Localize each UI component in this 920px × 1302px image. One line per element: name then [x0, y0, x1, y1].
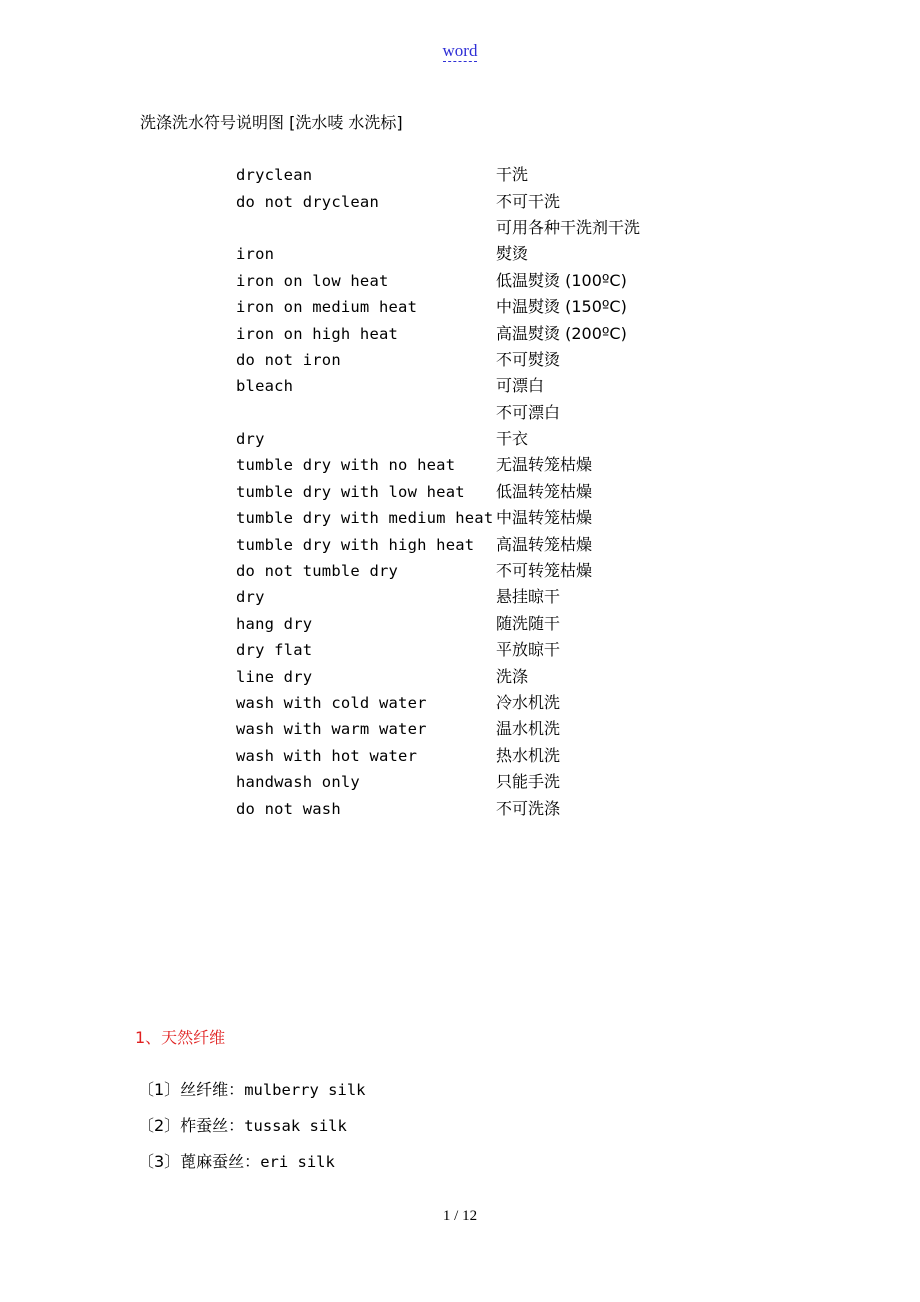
care-term-english: dry [236, 588, 265, 607]
care-row [236, 162, 640, 188]
care-row [236, 531, 640, 557]
fiber-item-english: tussak silk [244, 1117, 347, 1135]
care-row [236, 188, 640, 214]
care-row [236, 241, 640, 267]
care-row [236, 769, 640, 795]
fiber-item-label: 〔2〕柞蚕丝： [138, 1116, 245, 1135]
care-term-english: iron on high heat [236, 324, 399, 343]
section-heading-natural-fibers: 1、天然纤维 [135, 1028, 226, 1047]
care-term-chinese: 不可干洗 [496, 191, 561, 211]
care-term-english: iron [236, 245, 275, 264]
care-term-english: tumble dry with low heat [236, 482, 465, 501]
care-row [236, 663, 640, 689]
care-row [236, 373, 640, 399]
care-term-chinese: 低温熨烫 (100ºC) [496, 270, 627, 290]
care-term-chinese: 只能手洗 [496, 772, 561, 792]
care-term-chinese: 高温转笼枯燥 [496, 534, 593, 554]
care-term-chinese: 可漂白 [496, 376, 545, 396]
header-word-link[interactable] [0, 40, 920, 62]
fiber-list [138, 1076, 366, 1184]
care-term-chinese: 随洗随干 [496, 613, 561, 633]
care-term-english: hang dry [236, 614, 313, 633]
care-term-chinese: 无温转笼枯燥 [496, 455, 593, 475]
care-symbol-table [236, 162, 640, 822]
fiber-item-english: eri silk [260, 1153, 335, 1171]
care-term-chinese: 悬挂晾干 [496, 587, 561, 607]
care-term-chinese: 热水机洗 [496, 745, 561, 765]
fiber-item-label: 〔1〕丝纤维： [138, 1080, 245, 1099]
care-row [236, 637, 640, 663]
page-number: 1 / 12 [442, 1208, 478, 1224]
fiber-item [138, 1112, 366, 1148]
document-title: 洗涤洗水符号说明图 [洗水唛 水洗标] [140, 113, 403, 132]
care-term-chinese: 洗涤 [496, 666, 529, 686]
care-term-chinese: 熨烫 [496, 244, 529, 264]
care-term-chinese: 干洗 [496, 165, 529, 185]
care-term-english: dryclean [236, 166, 313, 185]
care-term-chinese: 可用各种干洗剂干洗 [496, 217, 641, 237]
care-row [236, 505, 640, 531]
fiber-item [138, 1076, 366, 1112]
care-row [236, 400, 640, 426]
care-row [236, 584, 640, 610]
care-term-chinese: 不可熨烫 [496, 349, 561, 369]
care-term-english: tumble dry with high heat [236, 535, 475, 554]
fiber-item [138, 1148, 366, 1184]
care-term-english [236, 215, 496, 241]
header-word-link-text[interactable]: word [442, 41, 478, 60]
care-term-english: wash with warm water [236, 720, 427, 739]
care-row [236, 479, 640, 505]
care-row [236, 426, 640, 452]
care-term-chinese: 冷水机洗 [496, 693, 561, 712]
care-term-english: do not tumble dry [236, 562, 399, 581]
care-row [236, 268, 640, 294]
care-row [236, 611, 640, 637]
care-term-chinese: 中温转笼枯燥 [496, 508, 593, 528]
care-term-chinese: 不可洗涤 [496, 798, 561, 818]
care-term-english: wash with cold water [236, 694, 427, 712]
care-term-chinese: 平放晾干 [496, 640, 561, 660]
care-row [236, 716, 640, 742]
care-row [236, 215, 640, 241]
care-row [236, 320, 640, 346]
care-term-english: wash with hot water [236, 746, 418, 765]
care-row [236, 795, 640, 821]
fiber-item-english: mulberry silk [244, 1081, 366, 1099]
care-term-english: line dry [236, 667, 313, 686]
care-term-english: iron on medium heat [236, 298, 418, 317]
care-term-english: dry flat [236, 641, 313, 660]
care-term-chinese: 高温熨烫 (200ºC) [496, 323, 627, 343]
care-term-chinese: 低温转笼枯燥 [496, 481, 593, 501]
care-row [236, 743, 640, 769]
care-term-english: bleach [236, 377, 294, 396]
care-term-chinese: 干衣 [496, 429, 529, 449]
care-term-english: handwash only [236, 773, 360, 792]
care-term-english: tumble dry with no heat [236, 456, 456, 475]
care-term-english: do not dryclean [236, 192, 379, 211]
care-term-english [236, 400, 496, 426]
care-term-chinese: 不可漂白 [496, 402, 561, 422]
care-row [236, 452, 640, 478]
care-row [236, 690, 640, 716]
care-term-chinese: 温水机洗 [496, 719, 561, 739]
care-term-english: do not wash [236, 799, 341, 818]
care-row [236, 347, 640, 373]
fiber-item-label: 〔3〕蓖麻蚕丝： [138, 1152, 261, 1171]
care-row [236, 294, 640, 320]
care-term-chinese: 不可转笼枯燥 [496, 561, 593, 581]
care-term-english: tumble dry with medium heat [236, 509, 494, 528]
care-term-english: do not iron [236, 350, 341, 369]
care-term-chinese: 中温熨烫 (150ºC) [496, 297, 627, 317]
care-term-english: dry [236, 430, 265, 449]
care-term-english: iron on low heat [236, 271, 389, 290]
care-row [236, 558, 640, 584]
